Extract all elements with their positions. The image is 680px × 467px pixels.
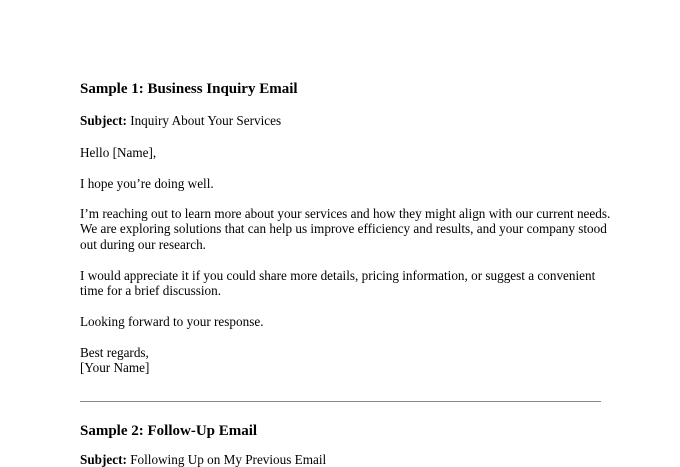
sample-1-heading: Sample 1: Business Inquiry Email (80, 81, 298, 97)
sample-2-subject-line (80, 452, 620, 467)
body-paragraph-2: I would appreciate it if you could share more details, pricing information, or suggest a convenient time for a brief discussion. (80, 268, 596, 299)
closing-line: Looking forward to your response. (80, 314, 264, 329)
sample-1-subject-line (80, 113, 620, 128)
signoff: Best regards, (80, 345, 149, 360)
signature: [Your Name] (80, 360, 150, 375)
subject-label: Subject: (80, 113, 127, 128)
opening-line: I hope you’re doing well. (80, 176, 214, 191)
subject-label-2: Subject: (80, 452, 127, 467)
sample-2-subject-clip (80, 452, 620, 467)
body-paragraph-1: I’m reaching out to learn more about your services and how they might align with our current needs. We are exploring solutions that can help us improve efficiency and results, and your company stood out during our research. (80, 206, 611, 252)
subject-value: Inquiry About Your Services (126, 113, 282, 128)
greeting: Hello [Name], (80, 145, 157, 160)
subject-value-2: Following Up on My Previous Email (126, 452, 327, 467)
sample-2-heading: Sample 2: Follow-Up Email (80, 423, 258, 439)
section-divider (80, 401, 601, 402)
